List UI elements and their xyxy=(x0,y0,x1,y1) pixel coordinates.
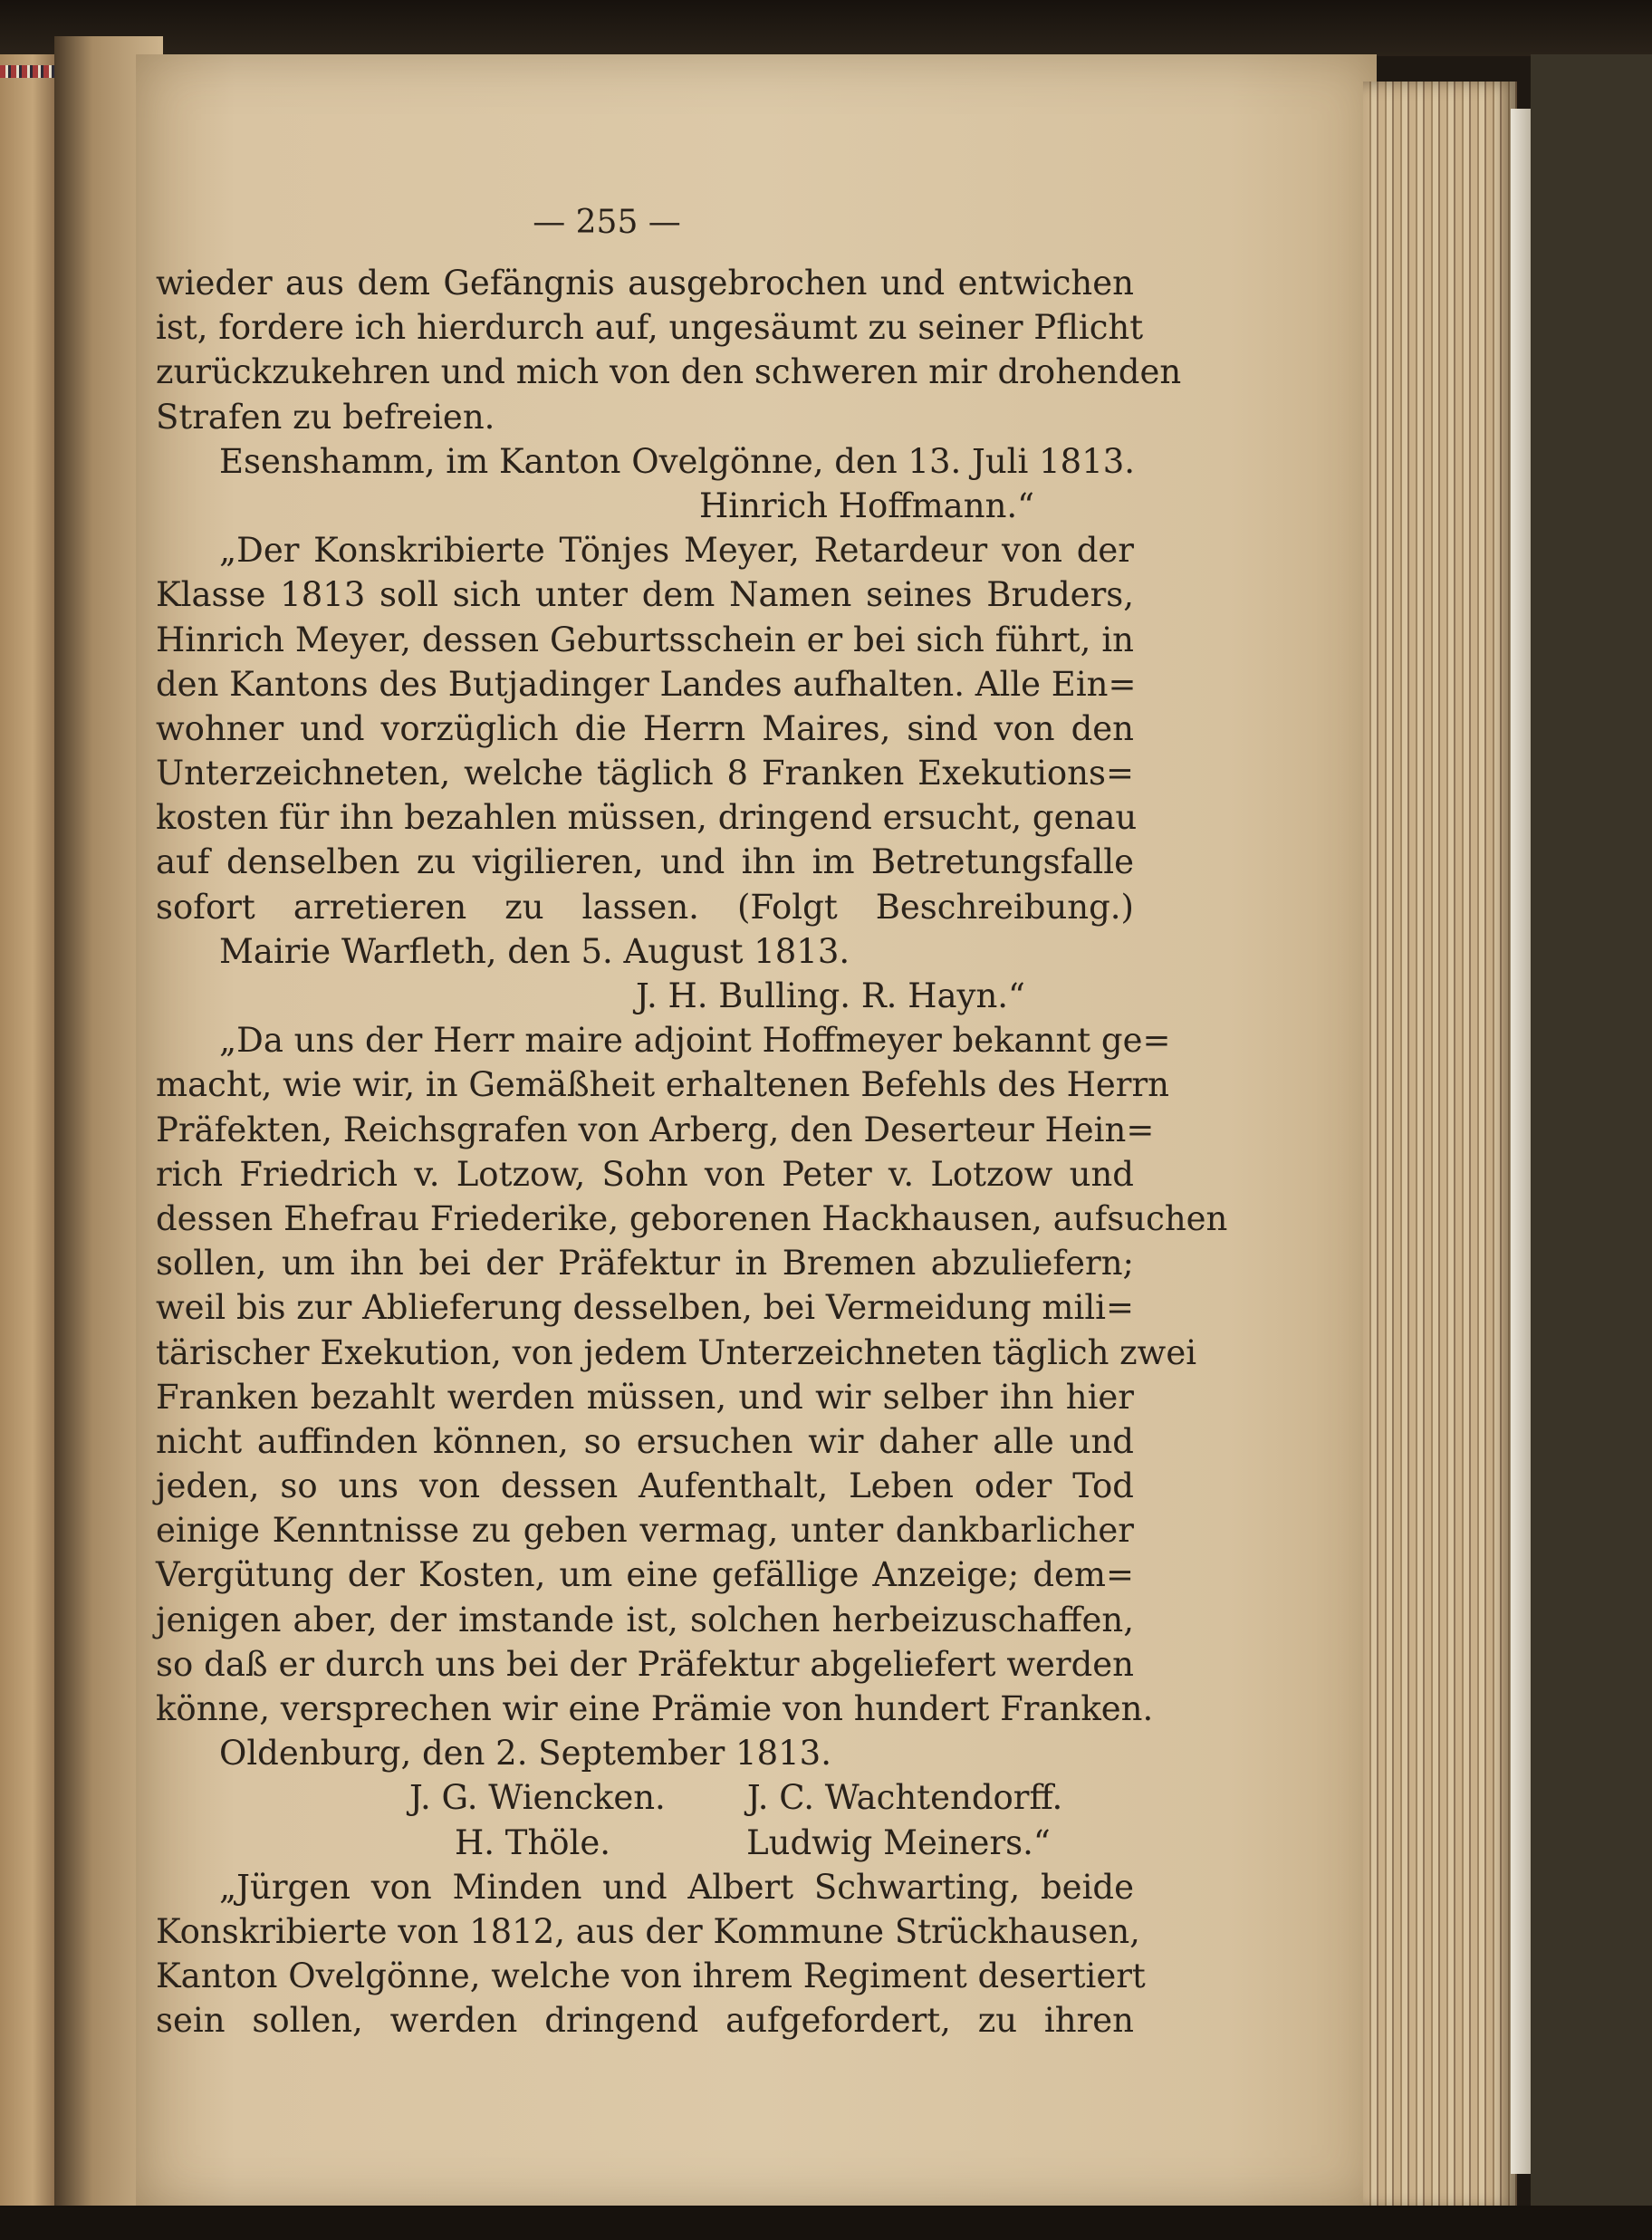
text-line: nicht auffinden können, so ersuchen wir daher alle und xyxy=(156,1421,1134,1461)
signature: J. G. Wiencken. xyxy=(409,1778,666,1818)
text-line: Strafen zu befreien. xyxy=(156,397,495,437)
text-line: ist, fordere ich hierdurch auf, ungesäumt zu seiner Pflicht xyxy=(156,308,1144,348)
text-line: Oldenburg, den 2. September 1813. xyxy=(219,1734,831,1774)
text-line: „Jürgen von Minden und Albert Schwarting, beide xyxy=(219,1867,1134,1907)
text-line: tärischer Exekution, von jedem Unterzeichneten täglich zwei xyxy=(156,1332,1197,1372)
page-number: — 255 — xyxy=(533,204,681,241)
text-line: zurückzukehren und mich von den schweren mir drohenden xyxy=(156,352,1182,392)
text-line: könne, versprechen wir eine Prämie von hundert Franken. xyxy=(156,1689,1154,1728)
text-line: jeden, so uns von dessen Aufenthalt, Leben oder Tod xyxy=(156,1466,1134,1506)
book-cover-top xyxy=(0,0,1652,56)
text-line: Mairie Warfleth, den 5. August 1813. xyxy=(219,931,850,971)
text-line: „Da uns der Herr maire adjoint Hoffmeyer bekannt ge= xyxy=(219,1021,1171,1061)
signature-row xyxy=(156,1775,1134,1820)
text-line: Präfekten, Reichsgrafen von Arberg, den Deserteur Hein= xyxy=(156,1110,1155,1149)
page-text xyxy=(156,261,1228,2043)
book-cover-right xyxy=(1531,54,1652,2240)
signature-line: Hinrich Hoffmann.“ xyxy=(699,485,1035,525)
text-line: Klasse 1813 soll sich unter dem Namen seines Bruders, xyxy=(156,575,1134,615)
left-facing-page xyxy=(0,54,54,2210)
text-line: wieder aus dem Gefängnis ausgebrochen und entwichen xyxy=(156,264,1134,303)
signature-row xyxy=(156,1821,1134,1865)
signature: J. C. Wachtendorff. xyxy=(746,1778,1063,1818)
text-line: Vergütung der Kosten, um eine gefällige Anzeige; dem= xyxy=(156,1555,1134,1595)
text-line: sollen, um ihn bei der Präfektur in Bremen abzuliefern; xyxy=(156,1244,1134,1283)
text-line: wohner und vorzüglich die Herrn Maires, sind von den xyxy=(156,708,1134,748)
text-line: macht, wie wir, in Gemäßheit erhaltenen Befehls des Herrn xyxy=(156,1065,1169,1105)
text-line: auf denselben zu vigilieren, und ihn im Betretungsfalle xyxy=(156,842,1134,882)
text-line: den Kantons des Butjadinger Landes aufhalten. Alle Ein= xyxy=(156,664,1137,704)
text-line: einige Kenntnisse zu geben vermag, unter dankbarlicher xyxy=(156,1511,1134,1551)
text-line: Konskribierte von 1812, aus der Kommune Strückhausen, xyxy=(156,1911,1140,1951)
text-line: kosten für ihn bezahlen müssen, dringend ersucht, genau xyxy=(156,798,1138,838)
text-line: Unterzeichneten, welche täglich 8 Franken Exekutions= xyxy=(156,754,1134,793)
text-line: weil bis zur Ablieferung desselben, bei Vermeidung mili= xyxy=(156,1288,1134,1328)
text-line: Hinrich Meyer, dessen Geburtsschein er bei sich führt, in xyxy=(156,620,1134,659)
signature: Ludwig Meiners.“ xyxy=(746,1822,1051,1862)
text-line: „Der Konskribierte Tönjes Meyer, Retardeur von der xyxy=(219,531,1134,571)
text-line: jenigen aber, der imstande ist, solchen herbeizuschaffen, xyxy=(156,1600,1134,1639)
text-line: sein sollen, werden dringend aufgefordert, zu ihren xyxy=(156,2001,1134,2041)
page-edges xyxy=(1363,82,1517,2210)
bookmark-tab xyxy=(1511,109,1531,2174)
text-line: rich Friedrich v. Lotzow, Sohn von Peter v. Lotzow und xyxy=(156,1154,1134,1194)
text-line: Esenshamm, im Kanton Ovelgönne, den 13. Juli 1813. xyxy=(219,441,1136,481)
book-cover-bottom xyxy=(0,2206,1652,2240)
text-line: dessen Ehefrau Friederike, geborenen Hackhausen, aufsuchen xyxy=(156,1198,1228,1238)
text-line: Franken bezahlt werden müssen, und wir selber ihn hier xyxy=(156,1377,1134,1417)
signature-line: J. H. Bulling. R. Hayn.“ xyxy=(636,976,1025,1015)
text-line: Kanton Ovelgönne, welche von ihrem Regiment desertiert xyxy=(156,1956,1146,1996)
text-line: sofort arretieren zu lassen. (Folgt Beschreibung.) xyxy=(156,887,1134,927)
text-line: so daß er durch uns bei der Präfektur abgeliefert werden xyxy=(156,1644,1134,1684)
signature: H. Thöle. xyxy=(455,1822,611,1862)
